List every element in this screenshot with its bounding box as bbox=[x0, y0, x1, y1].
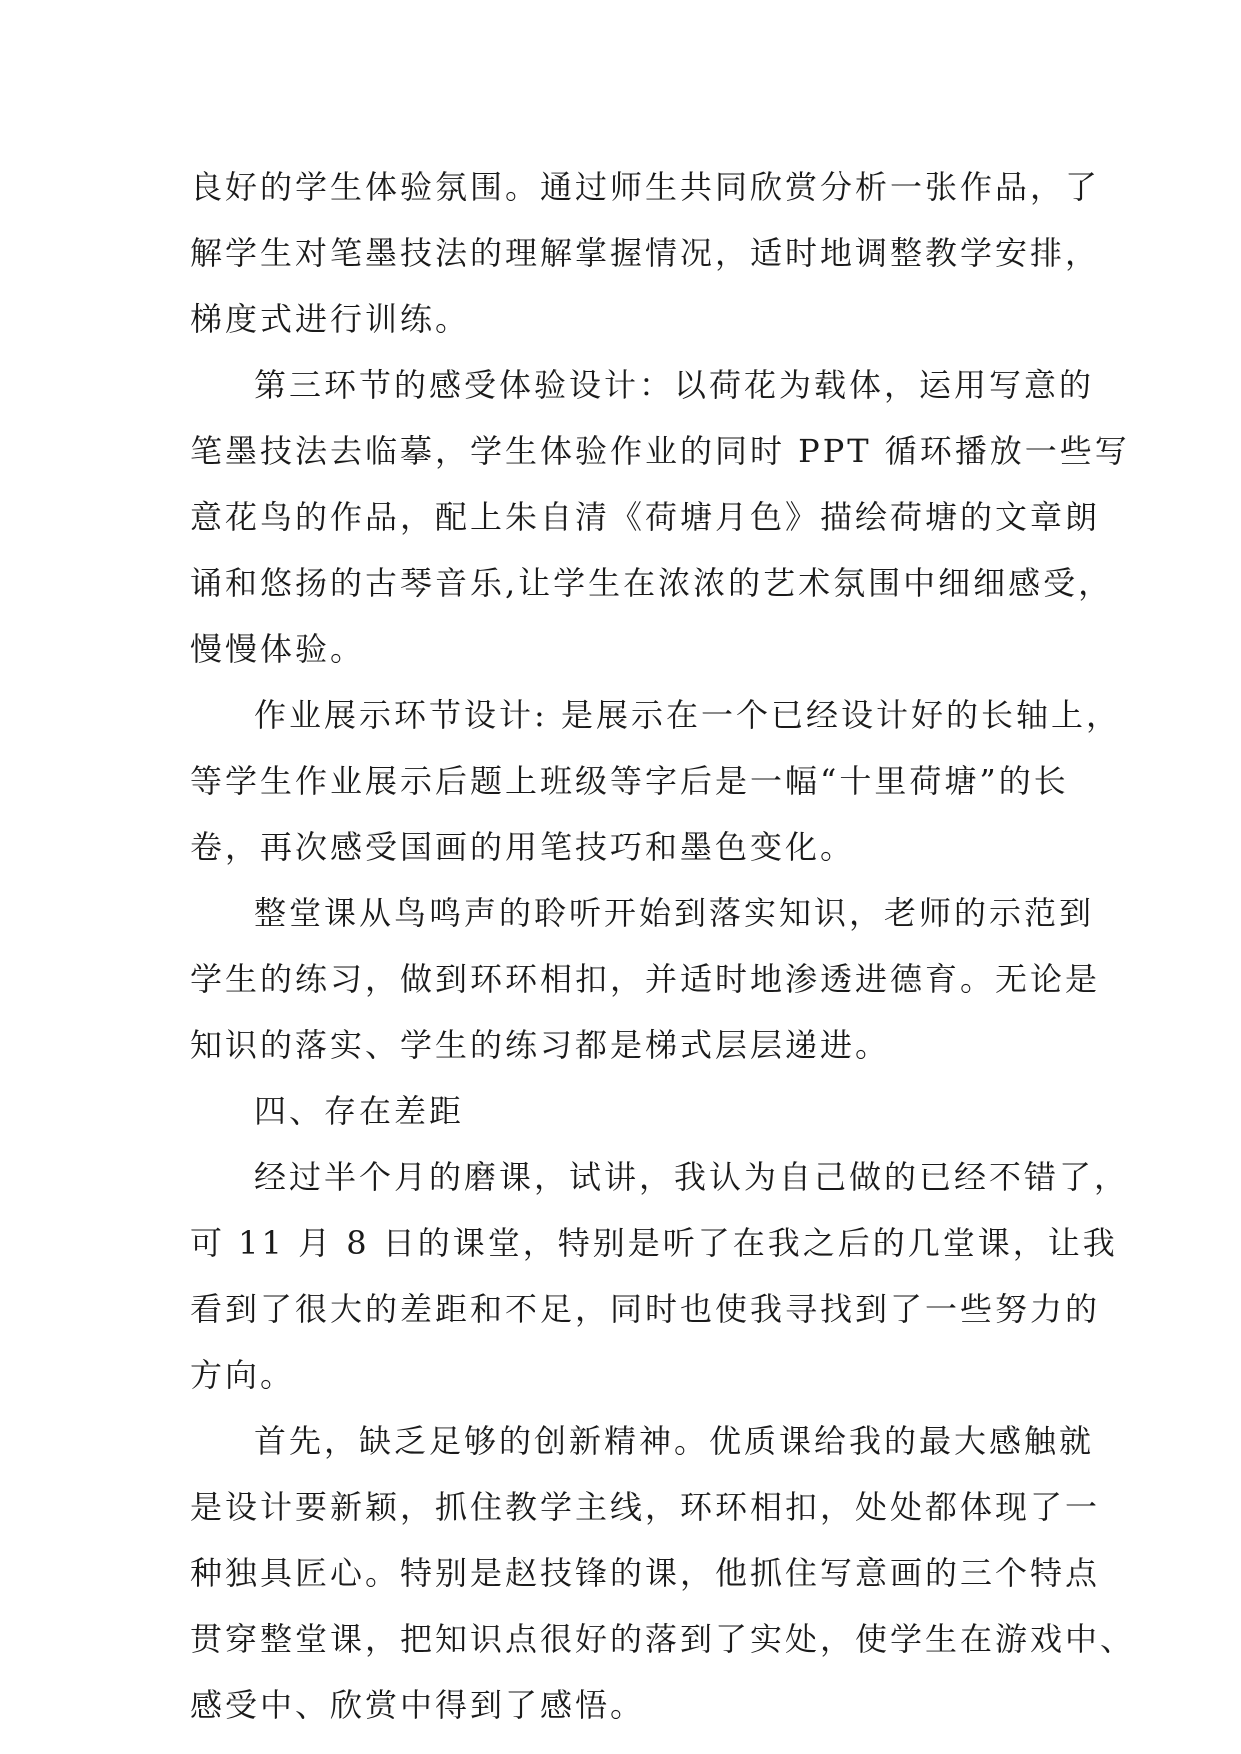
paragraph-start-line: 作业展示环节设计: 是展示在一个已经设计好的长轴上， bbox=[254, 696, 1121, 734]
text-line: 贯穿整堂课，把知识点很好的落到了实处，使学生在游戏中、 bbox=[190, 1620, 1136, 1658]
text-line: 梯度式进行训练。 bbox=[190, 300, 471, 338]
text-line: 知识的落实、学生的练习都是梯式层层递进。 bbox=[190, 1026, 891, 1064]
text-line: 解学生对笔墨技法的理解掌握情况，适时地调整教学安排， bbox=[190, 234, 1101, 272]
text-line: 卷，再次感受国画的用笔技巧和墨色变化。 bbox=[190, 828, 856, 866]
text-line: 等学生作业展示后题上班级等字后是一幅“十里荷塘”的长 bbox=[190, 762, 1069, 800]
text-line: 看到了很大的差距和不足，同时也使我寻找到了一些努力的 bbox=[190, 1290, 1101, 1328]
text-line: 慢慢体验。 bbox=[190, 630, 366, 668]
text-line: 方向。 bbox=[190, 1356, 296, 1394]
text-line: 是设计要新颖，抓住教学主线，环环相扣，处处都体现了一 bbox=[190, 1488, 1101, 1526]
text-line: 笔墨技法去临摹，学生体验作业的同时 PPT 循环播放一些写 bbox=[190, 432, 1130, 470]
section-heading: 四、存在差距 bbox=[254, 1092, 465, 1130]
paragraph-start-line: 整堂课从鸟鸣声的聆听开始到落实知识，老师的示范到 bbox=[254, 894, 1095, 932]
paragraph-start-line: 第三环节的感受体验设计：以荷花为载体，运用写意的 bbox=[254, 366, 1095, 404]
paragraph-start-line: 首先，缺乏足够的创新精神。优质课给我的最大感触就 bbox=[254, 1422, 1095, 1460]
text-line: 种独具匠心。特别是赵技锋的课，他抓住写意画的三个特点 bbox=[190, 1554, 1101, 1592]
text-line: 良好的学生体验氛围。通过师生共同欣赏分析一张作品，了 bbox=[190, 168, 1101, 206]
paragraph-start-line: 经过半个月的磨课，试讲，我认为自己做的已经不错了， bbox=[254, 1158, 1130, 1196]
document-body bbox=[190, 154, 1136, 1738]
text-line: 诵和悠扬的古琴音乐,让学生在浓浓的艺术氛围中细细感受， bbox=[190, 564, 1114, 602]
text-line: 感受中、欣赏中得到了感悟。 bbox=[190, 1686, 646, 1724]
text-line: 意花鸟的作品，配上朱自清《荷塘月色》描绘荷塘的文章朗 bbox=[190, 498, 1101, 536]
text-line: 学生的练习，做到环环相扣，并适时地渗透进德育。无论是 bbox=[190, 960, 1101, 998]
text-line: 可 11 月 8 日的课堂，特别是听了在我之后的几堂课，让我 bbox=[190, 1224, 1118, 1262]
